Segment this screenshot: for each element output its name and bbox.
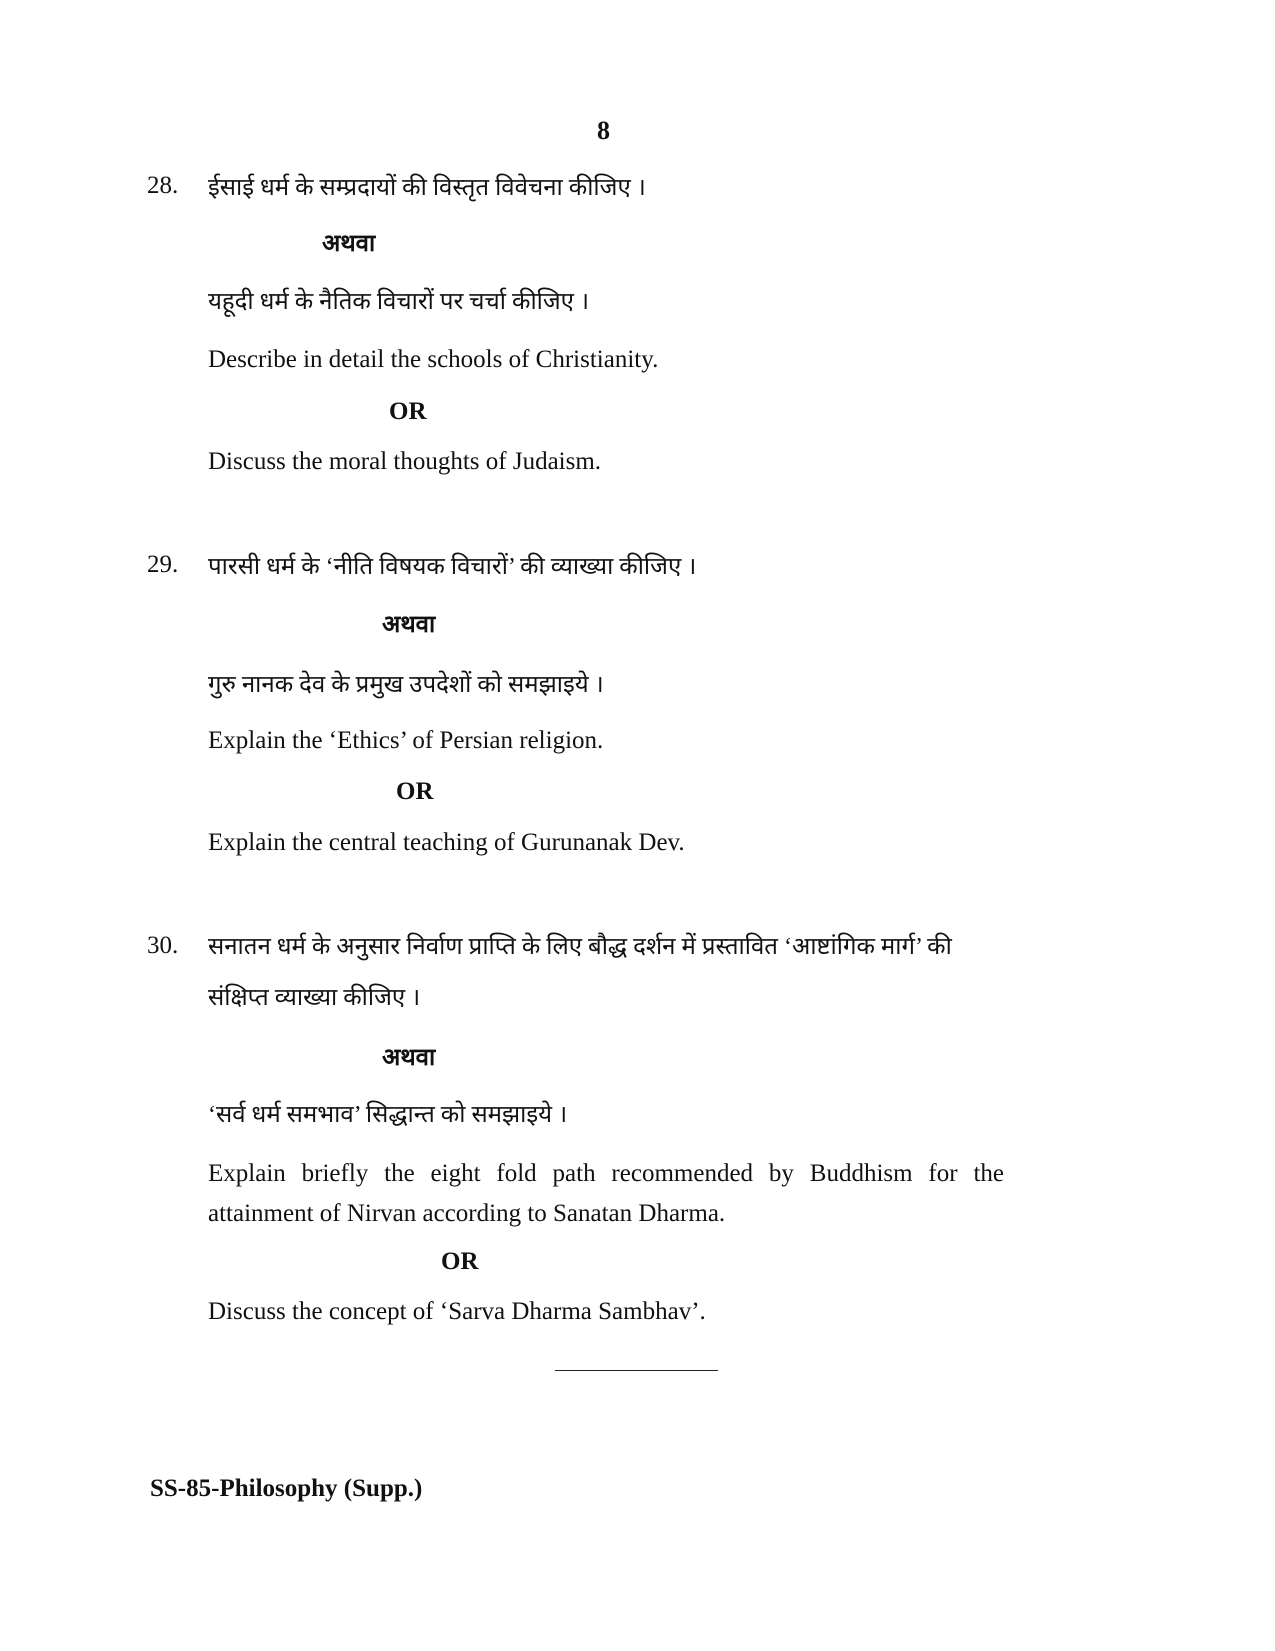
page-number: 8	[597, 116, 610, 145]
question-hindi-alt-text: गुरु नानक देव के प्रमुख उपदेशों को समझाइये ।	[208, 672, 604, 698]
hindi-or-label: अथवा	[382, 1045, 436, 1071]
question-hindi-alt-text: यहूदी धर्म के नैतिक विचारों पर चर्चा कीजिए ।	[208, 289, 590, 315]
question-number: 30.	[147, 932, 179, 959]
english-or-label: OR	[389, 398, 427, 425]
question-number: 29.	[147, 551, 179, 578]
question-number: 28.	[147, 172, 179, 199]
question-english-text: Explain briefly the eight fold path recommended by Buddhism for the attainment of Nirvan according to Sanatan Dharma.	[208, 1160, 1004, 1227]
hindi-or-label: अथवा	[322, 231, 376, 257]
question-english-text: Explain the ‘Ethics’ of Persian religion.	[208, 727, 604, 754]
english-or-label: OR	[441, 1248, 479, 1275]
question-english-alt-text: Discuss the concept of ‘Sarva Dharma Sambhav’.	[208, 1298, 706, 1325]
hindi-or-label: अथवा	[382, 612, 436, 638]
question-hindi-text: पारसी धर्म के ‘नीति विषयक विचारों’ की व्याख्या कीजिए ।	[208, 554, 697, 580]
question-english-text: Describe in detail the schools of Christianity.	[208, 346, 659, 373]
question-hindi-text: ईसाई धर्म के सम्प्रदायों की विस्तृत विवेचना कीजिए ।	[208, 175, 646, 201]
question-hindi-text-line-1: सनातन धर्म के अनुसार निर्वाण प्राप्ति के लिए बौद्ध दर्शन में प्रस्तावित ‘आष्टांगिक मार्ग’ की	[208, 934, 952, 960]
paper-code-footer: SS-85-Philosophy (Supp.)	[150, 1475, 423, 1502]
question-english-alt-text: Discuss the moral thoughts of Judaism.	[208, 448, 602, 475]
end-of-paper-rule	[555, 1370, 718, 1371]
question-hindi-text-line-2: संक्षिप्त व्याख्या कीजिए ।	[208, 985, 421, 1011]
question-hindi-alt-text: ‘सर्व धर्म समभाव’ सिद्धान्त को समझाइये ।	[208, 1102, 568, 1128]
english-or-label: OR	[396, 778, 434, 805]
question-english-alt-text: Explain the central teaching of Gurunanak Dev.	[208, 829, 685, 856]
